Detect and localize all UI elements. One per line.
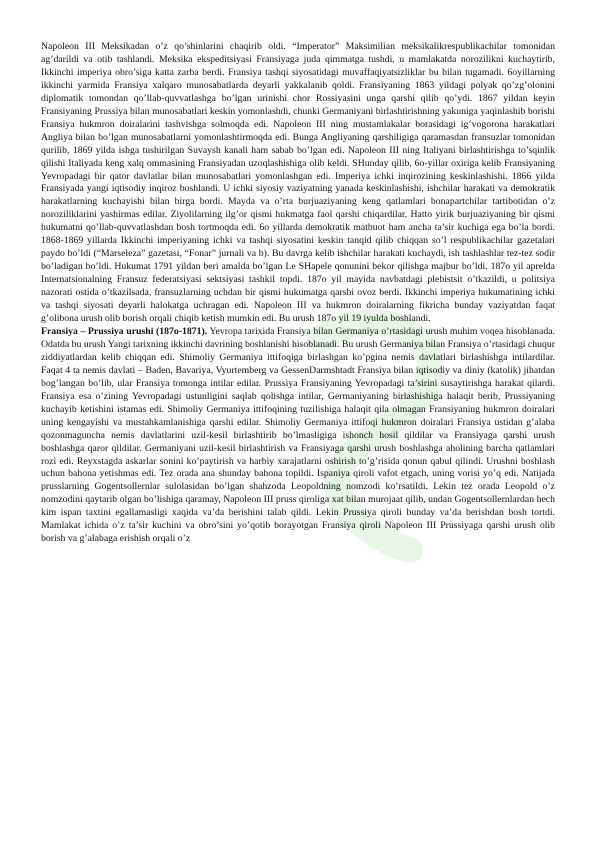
paragraph-text: Napoleon III Meksikadan o’z qo’shinlarini chaqirib oldi. “Imperator” Maksimilian meksikalikrespublikachilar tomonidan ag’darildi va otib tashlandi. Meksika ekspeditsiyasi Fransiyaga juda qimmatga tushdi, u mamlakatda noroziliknі kuchaytirib, Ikkinchi imperiya obro’siga katta zarba berdi. Fransiya tashqi siyosatidagi muvaffaqiyatsizliklar bu bilan tugamadi. 6oyillarning ikkinchi yarmida Fransiya xalqaro munosabatlarda deyarli yakkalanib qoldi. Fransiyaning 1863 yildagi polyak qo’zg’olonini diplomatik tomondan qo’llab-quvvatlashga bo’lgan urinishi chor Rossiyasini unga qarshi qilib qo’ydi. 1867 yildan keyin Fransiyaning Prussiya bilan munosabatlari keskin yomonlashdi, chunki Germaniyani birlashtirishning yakuniga yaqinlashib borishi Fransiya hukmron doiralarini tashvishga solmoqda edi. Napoleon III ning mustamlakalar borasidagi ig’vogorona harakatlari Angliya bilan bo’lgan munosabatlarni yomonlashtirmoqda edi. Bunga Angliyaning qarshiligiga qaramasdan fransuzlar tomonidan qurilib, 1869 yilda ishga tushirilgan Suvaysh kanali ham sabab bo’lgan edi. Napoleon III ning Italiyani birlashtirishga to’sqinlik qilishi Italiyada keng xalq ommasining Fransiyadan uzoqlashishiga olib keldi. SHunday qilib, 6o-yillar oxiriga kelib Fransiyaning Yevropadagi bir qator davlatlar bilan munosabatlari yomonlashgan edi. Imperiya ichki inqirozining keskinlashishi. 1866 yilda Fransiyada yangi iqtisodiy inqiroz boshlandi. U ichki siyosiy vaziyatning yanada keskinlashishi, ishchilar harakati va demokratik harakatlarning kuchayishi bilan birga bordi. Mayda va o’rta burjuaziyaning keng qatlamlari bonapartchilar tartibotidan o’z noroziliklarini yashirmas edilar. Ziyolilarning ilg’or qismi hukmatga faol qarshi chiqardilar. Hatto yirik burjuaziyaning bir qismi hukumatni qo’llab-quvvatlashdan bosh tortmoqda edi. 6o yillarda demokratik matbuot ham ancha ta’sir kuchiga ega bo’la bordi. 1868-1869 yillarda Ikkinchi imperiyaning ichki va tashqi siyosatini keskin tanqid qilib chiqqan so’l respublikachilar gazetalari paydo bo’ldi (“Marseleza” gazetasi, “Fonar” jurnali va b). Bu davrga kelib ishchilar harakati kuchaydi, ish tashlashlar tez-tez sodir bo’ladigan bo’ldi. Hukumat 1791 yildan beri amalda bo’lgan Le SHapele qonunini bekor qilishga majbur bo’ldi. 187o yil aprelda Internatsionalning Fransuz federatsiyasi sektsiyasi tashkil topdi. 187o yil mayida navbatdagi plebistsit o’tkazildi, u politsiya nazorati ostida o’tkazilsada, fransuzlarning uchdan bir qismi hukumatga qarshi ovoz berdi. Ikkinchi imperiya hukumatining ichki va tashqi siyosati deyarli halokatga uchragan edi. Napoleon III va hukmron doiralarning fikricha bunday vaziyatdan faqat g’olibona urush olib borish orqali chiqib ketish mumkin edi. Bu urush 187o yil 19 iyulda boshlandi.: [41, 41, 555, 325]
paragraph-franco-prussian-war: [41, 326, 555, 546]
paragraph-napoleon-iii-crisis: [41, 41, 555, 326]
paragraph-text: Yevropa tarixida Fransiya bilan Germaniya o’rtasidagi urush muhim voqea hisoblanada. Odatda bu urush Yangi tarixning ikkinchi davrining boshlanishi hisoblanadi. Bu urush Germaniya bilan Fransiya o’rtasidagi chuqur ziddiyatlardan kelib chiqqan edi. Shimoliy Germaniya ittifoqiga birlashgan ko’pgina nemis davlatlari birlashishga intilardilar. Faqat 4 ta nemis davlati – Baden, Bavariya, Vyurtemberg va GessenDarmshtadt Fransiya bilan iqtisodiy va diniy (katolik) jihatdan bog’langan bo’lib, ular Fransiya tomonga intilar edilar. Prussiya Fransiyaning Yevropadagi ta’sirini susaytirishga harakat qilardi. Fransiya esa o’zining Yevropadagi ustunligini saqlab qolishga intilar, Germaniyaning birlashishiga halaqit berib, Prussiyaning kuchayib ketishini istamas edi. Shimoliy Germaniya ittifoqining tuzilishiga halaqit qila olmagan Fransiyaning hukmron doiralari uning kengayishi va mustahkamlanishiga qarshi edilar. Shimoliy Germaniya ittifoqi hukmron doiralari Fransiya ustidan g’alaba qozonmaguncha nemis davlatlarini uzil-kesil birlashtirib bo’lmasligiga ishonch hosil qildilar va Fransiyaga qarshi urush boshlashga qaror qildilar. Germaniyani uzil-kesil birlashtirish va Fransiyaga qarshi urush boshlashga aholining barcha qatlamlari rozi edi. Reyxstagda askarlar sonini ko’paytirish va harbiy xarajatlarni oshirish to’g’risida qonun qabul qilindi. Urushni boshlash uchun bahona yetishmas edi. Tez orada ana shunday bahona topildi. Ispaniya qiroli vafot etgach, uning vorisi yo’q edi. Natijada prusslarning Gogentsollernlar sulolasidan bo’lgan shahzoda Leopoldning nomzodi ko’rsatildi. Lekin tez orada Leopold o’z nomzodini qaytarib olgan bo’lishiga qaramay, Napoleon III pruss qiroliga xat bilan murojaat qilib, undan Gogentsollernlardan hech kim ispan taxtini egallamasligi xaqida va’da berishini talab qildi. Lekin Prussiya qiroli bunday va’da berishdan bosh tortdi. Mamlakat ichida o’z ta’sir kuchini va obro’sini yo’qotib borayotgan Fransiya qiroli Napoleon III Prussiyaga qarshi urush olib borish va g’alabaga erishish orqali o’z: [41, 325, 555, 545]
document-body: [41, 41, 555, 546]
section-heading: Fransiya – Prussiya urushi (187o-1871).: [41, 325, 208, 337]
